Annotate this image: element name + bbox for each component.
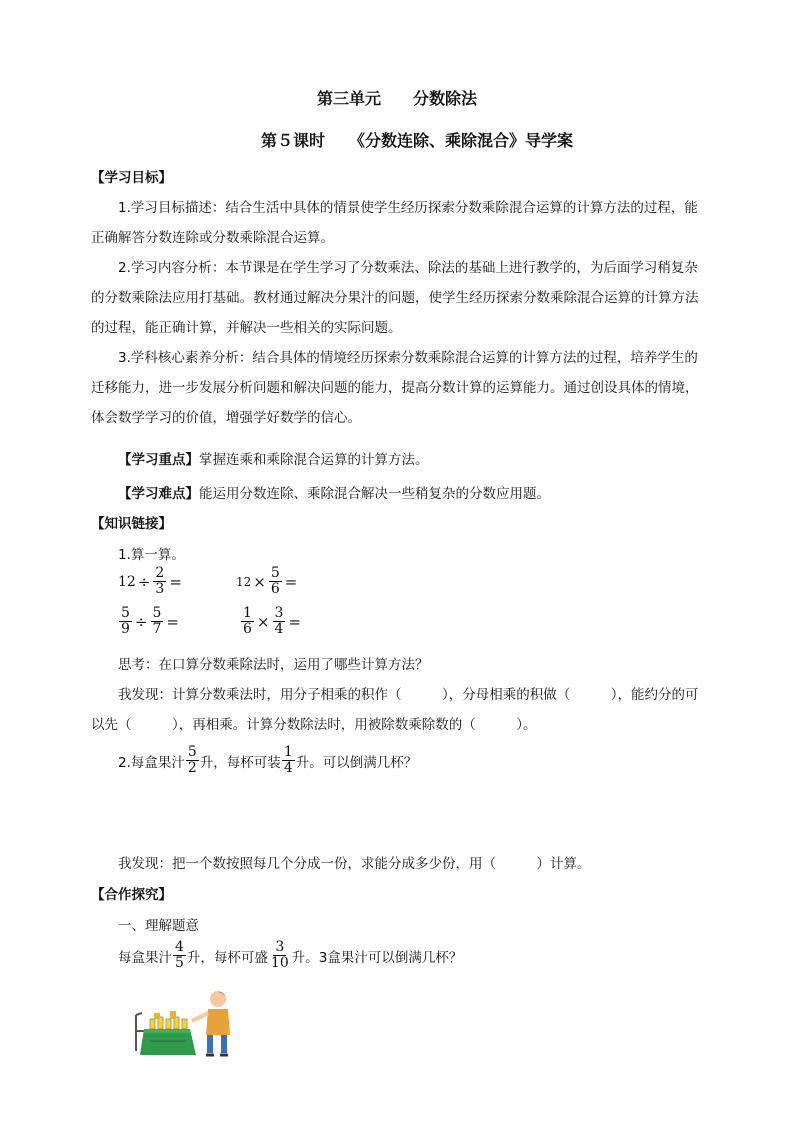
fraction (151, 606, 164, 637)
equals: = (166, 612, 179, 631)
denominator: 9 (121, 621, 130, 637)
denominator: 2 (187, 760, 197, 776)
key-point-text: 掌握连乘和乘除混合运算的计算方法。 (199, 452, 429, 468)
denominator: 10 (270, 955, 289, 971)
goal-paragraph-1: 1.学习目标描述：结合生活中具体的情景使学生经历探索分数乘除混合运算的计算方法的过程，能正确解答分数连除或分数乘除混合运算。 (91, 200, 698, 246)
explore-step-1: 一、理解题意 (118, 918, 199, 934)
key-point-label: 【学习重点】 (118, 452, 199, 468)
numerator: 3 (274, 605, 284, 621)
fraction (119, 606, 132, 637)
fraction (241, 606, 254, 637)
difficult-point-label: 【学习难点】 (118, 486, 199, 502)
equals: = (284, 572, 298, 591)
section-heading-goals: 【学习目标】 (91, 170, 172, 186)
operator: × (256, 612, 270, 631)
fraction (269, 566, 282, 597)
operator: × (253, 572, 266, 591)
question-2-text-b: 升，每杯可装 (199, 754, 281, 771)
finding-1: 我发现：计算分数乘法时，用分子相乘的积作（ ），分母相乘的积做（ ），能约分的可以先（ ），再相乘。计算分数除法时，用被除数乘除数的（ ）。 (91, 687, 699, 733)
explore-problem (118, 940, 462, 971)
denominator: 4 (274, 621, 284, 637)
expression-3 (118, 606, 181, 637)
difficult-point-text: 能运用分数连除、乘除混合解决一些稍复杂的分数应用题。 (199, 486, 550, 502)
think-prompt: 思考：在口算分数乘除法时，运用了哪些计算方法？ (118, 657, 429, 673)
fraction (269, 940, 291, 971)
fraction (153, 566, 166, 597)
numerator: 5 (121, 605, 130, 621)
numerator: 2 (155, 565, 165, 581)
equals: = (288, 612, 301, 631)
juice-illustration (130, 985, 240, 1057)
denominator: 6 (243, 621, 252, 637)
numerator: 4 (175, 939, 184, 955)
goal-paragraph-2: 2.学习内容分析：本节课是在学生学习了分数乘法、除法的基础上进行教学的，为后面学习稍复杂的分数乘除法应用打基础。教材通过解决分果汁的问题，使学生经历探索分数乘除混合运算的计算方法的过程，能正确计算，并解决一些相关的实际问题。 (91, 260, 699, 336)
denominator: 6 (270, 581, 280, 597)
question-2-text-c: 升。可以倒满几杯？ (295, 754, 418, 771)
goal-paragraph-3: 3.学科核心素养分析：结合具体的情境经历探索分数乘除混合运算的计算方法的过程，培养学生的迁移能力，进一步发展分析问题和解决问题的能力，提高分数计算的运算能力。通过创设具体的情境，体会数学学习的价值，增强学好数学的信心。 (91, 350, 699, 426)
fraction (173, 940, 186, 971)
problem-text-b: 升，每杯可盛 (186, 949, 268, 966)
expression-4 (240, 606, 303, 637)
section-heading-explore: 【合作探究】 (91, 887, 172, 903)
problem-text-c: 升。3盒果汁可以倒满几杯？ (291, 949, 463, 966)
fraction (273, 606, 286, 637)
question-1: 1.算一算。 (118, 547, 185, 563)
numerator: 5 (152, 605, 162, 621)
fraction (282, 745, 295, 776)
denominator: 4 (283, 760, 293, 776)
difficult-point (118, 482, 550, 502)
denominator: 7 (152, 621, 162, 637)
numerator: 5 (187, 744, 197, 760)
numerator: 5 (270, 565, 280, 581)
fraction (186, 745, 199, 776)
operator: ÷ (134, 612, 148, 631)
finding-2: 我发现：把一个数按照每几个分成一份，求能分成多少份，用（ ）计算。 (118, 856, 591, 872)
operand: 12 (118, 573, 136, 590)
numerator: 1 (283, 744, 293, 760)
question-2 (118, 745, 417, 776)
denominator: 3 (155, 581, 165, 597)
denominator: 5 (175, 955, 184, 971)
question-2-text-a: 2.每盒果汁 (118, 754, 185, 771)
section-heading-links: 【知识链接】 (91, 516, 172, 532)
key-point (118, 448, 429, 468)
expression-2 (236, 566, 299, 597)
page-subtitle: 第５课时 《分数连除、乘除混合》导学案 (260, 131, 573, 150)
equals: = (169, 572, 182, 591)
operand: 12 (236, 574, 252, 589)
page-title: 第三单元 分数除法 (316, 89, 477, 108)
numerator: 1 (243, 605, 252, 621)
problem-text-a: 每盒果汁 (118, 949, 172, 966)
numerator: 3 (275, 939, 285, 955)
operator: ÷ (137, 572, 151, 591)
expression-1 (118, 566, 184, 597)
